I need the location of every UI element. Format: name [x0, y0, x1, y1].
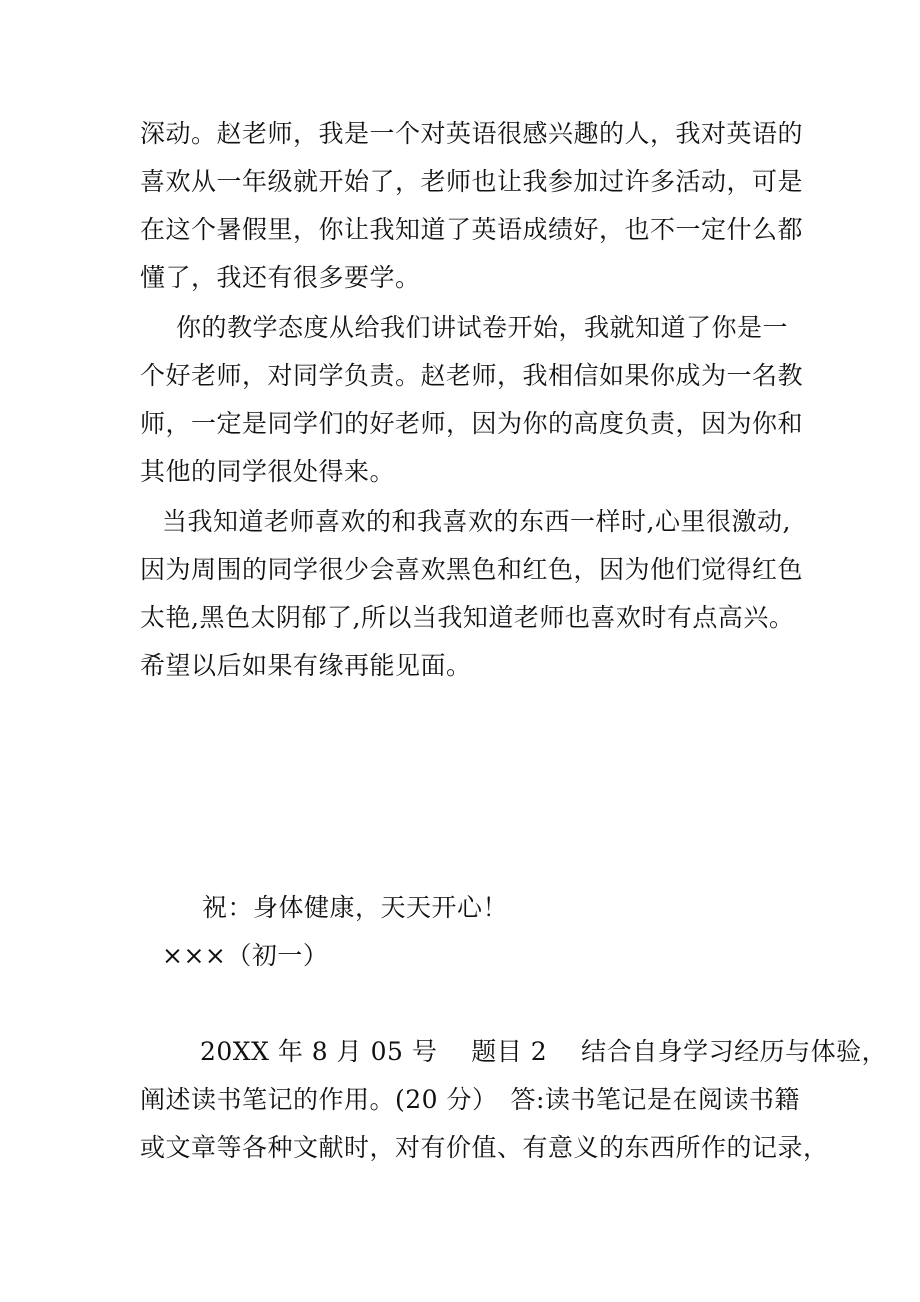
paragraph-line: 懂了，我还有很多要学。 [140, 263, 421, 292]
paragraph-line: 20XX 年 8 月 05 号 题目 2 结合自身学习经历与体验， [200, 1037, 888, 1066]
paragraph-line: 喜欢从一年级就开始了，老师也让我参加过许多活动，可是 [140, 167, 804, 196]
signature: ×××（初一） [162, 941, 329, 970]
paragraph-line: 因为周围的同学很少会喜欢黑色和红色，因为他们觉得红色 [140, 555, 804, 584]
paragraph-line: 其他的同学很处得来。 [140, 457, 396, 486]
closing-wish: 祝：身体健康，天天开心！ [202, 893, 509, 922]
paragraph-line: 当我知道老师喜欢的和我喜欢的东西一样时,心里很激动, [162, 507, 791, 536]
paragraph-line: 希望以后如果有缘再能见面。 [140, 651, 472, 680]
paragraph-line: 深动。赵老师，我是一个对英语很感兴趣的人，我对英语的 [140, 119, 804, 148]
paragraph-line: 太艳,黑色太阴郁了,所以当我知道老师也喜欢时有点高兴。 [140, 603, 795, 632]
paragraph-line: 个好老师，对同学负责。赵老师，我相信如果你成为一名教 [140, 361, 804, 390]
paragraph-line: 师，一定是同学们的好老师，因为你的高度负责，因为你和 [140, 409, 804, 438]
paragraph-line: 或文章等各种文献时，对有价值、有意义的东西所作的记录， [140, 1133, 829, 1162]
paragraph-line: 阐述读书笔记的作用。(20 分） 答:读书笔记是在阅读书籍 [140, 1085, 800, 1114]
paragraph-line: 你的教学态度从给我们讲试卷开始，我就知道了你是一 [176, 313, 789, 342]
paragraph-line: 在这个暑假里，你让我知道了英语成绩好，也不一定什么都 [140, 215, 804, 244]
